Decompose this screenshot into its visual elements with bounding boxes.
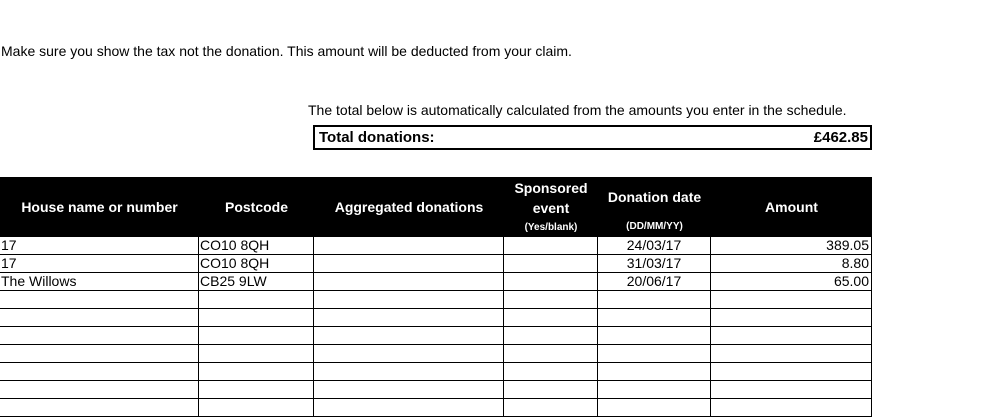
cell-postcode[interactable]: CO10 8QH — [199, 237, 314, 254]
header-date-label: Donation date — [607, 189, 702, 205]
cell-amount[interactable] — [711, 291, 872, 308]
cell-aggregated[interactable] — [314, 309, 504, 326]
table-row — [0, 327, 872, 345]
cell-postcode[interactable] — [199, 381, 314, 398]
cell-date[interactable]: 31/03/17 — [598, 255, 711, 272]
cell-aggregated[interactable] — [314, 255, 504, 272]
cell-aggregated[interactable] — [314, 291, 504, 308]
cell-aggregated[interactable] — [314, 363, 504, 380]
cell-date[interactable] — [598, 309, 711, 326]
cell-sponsored[interactable] — [504, 381, 598, 398]
header-house: House name or number — [21, 199, 178, 215]
header-sponsored-line2: event — [532, 200, 570, 216]
table-row — [0, 291, 872, 309]
cell-postcode[interactable] — [199, 291, 314, 308]
cell-postcode[interactable] — [199, 399, 314, 416]
table-row — [0, 309, 872, 327]
header-date-sub: (DD/MM/YY) — [626, 221, 683, 232]
cell-date[interactable]: 24/03/17 — [598, 237, 711, 254]
cell-house[interactable] — [0, 381, 199, 398]
cell-amount[interactable] — [711, 363, 872, 380]
cell-date[interactable] — [598, 363, 711, 380]
total-donations-value: £462.85 — [813, 129, 868, 146]
cell-house[interactable]: 17 — [0, 237, 199, 254]
cell-postcode[interactable] — [199, 327, 314, 344]
cell-house[interactable] — [0, 291, 199, 308]
header-amount: Amount — [765, 199, 818, 215]
cell-date[interactable] — [598, 327, 711, 344]
cell-amount[interactable]: 8.80 — [711, 255, 872, 272]
total-donations-box — [313, 125, 872, 150]
cell-aggregated[interactable] — [314, 345, 504, 362]
cell-sponsored[interactable] — [504, 309, 598, 326]
cell-aggregated[interactable] — [314, 327, 504, 344]
cell-postcode[interactable] — [199, 309, 314, 326]
cell-house[interactable]: The Willows — [0, 273, 199, 290]
tax-notice: Make sure you show the tax not the donation. This amount will be deducted from your claim. — [1, 43, 572, 59]
table-row — [0, 273, 872, 291]
cell-date[interactable] — [598, 291, 711, 308]
table-row — [0, 255, 872, 273]
table-row — [0, 345, 872, 363]
cell-sponsored[interactable] — [504, 255, 598, 272]
header-postcode: Postcode — [224, 199, 288, 215]
cell-amount[interactable]: 65.00 — [711, 273, 872, 290]
auto-calc-note: The total below is automatically calculated from the amounts you enter in the schedule. — [308, 102, 847, 118]
table-row — [0, 399, 872, 417]
table-row — [0, 381, 872, 399]
cell-aggregated[interactable] — [314, 381, 504, 398]
cell-amount[interactable] — [711, 345, 872, 362]
cell-sponsored[interactable] — [504, 399, 598, 416]
header-date — [598, 177, 711, 237]
cell-sponsored[interactable] — [504, 327, 598, 344]
cell-postcode[interactable] — [199, 363, 314, 380]
cell-sponsored[interactable] — [504, 273, 598, 290]
cell-amount[interactable]: 389.05 — [711, 237, 872, 254]
table-body — [0, 237, 872, 417]
cell-sponsored[interactable] — [504, 291, 598, 308]
cell-aggregated[interactable] — [314, 399, 504, 416]
cell-aggregated[interactable] — [314, 237, 504, 254]
cell-date[interactable] — [598, 399, 711, 416]
cell-sponsored[interactable] — [504, 345, 598, 362]
cell-aggregated[interactable] — [314, 273, 504, 290]
cell-postcode[interactable]: CO10 8QH — [199, 255, 314, 272]
table-row — [0, 237, 872, 255]
cell-sponsored[interactable] — [504, 237, 598, 254]
cell-amount[interactable] — [711, 399, 872, 416]
cell-house[interactable] — [0, 399, 199, 416]
cell-amount[interactable] — [711, 381, 872, 398]
cell-house[interactable] — [0, 327, 199, 344]
cell-house[interactable]: 17 — [0, 255, 199, 272]
header-aggregated: Aggregated donations — [334, 199, 484, 215]
cell-house[interactable] — [0, 345, 199, 362]
cell-postcode[interactable]: CB25 9LW — [199, 273, 314, 290]
total-donations-label: Total donations: — [319, 129, 435, 146]
cell-date[interactable] — [598, 381, 711, 398]
table-header — [0, 177, 872, 237]
header-sponsored-line1: Sponsored — [514, 180, 588, 196]
cell-amount[interactable] — [711, 309, 872, 326]
header-sponsored — [504, 177, 598, 237]
cell-date[interactable]: 20/06/17 — [598, 273, 711, 290]
cell-house[interactable] — [0, 309, 199, 326]
cell-house[interactable] — [0, 363, 199, 380]
header-sponsored-sub: (Yes/blank) — [524, 222, 578, 233]
cell-postcode[interactable] — [199, 345, 314, 362]
donations-schedule-table — [0, 177, 872, 417]
table-row — [0, 363, 872, 381]
cell-date[interactable] — [598, 345, 711, 362]
cell-amount[interactable] — [711, 327, 872, 344]
cell-sponsored[interactable] — [504, 363, 598, 380]
